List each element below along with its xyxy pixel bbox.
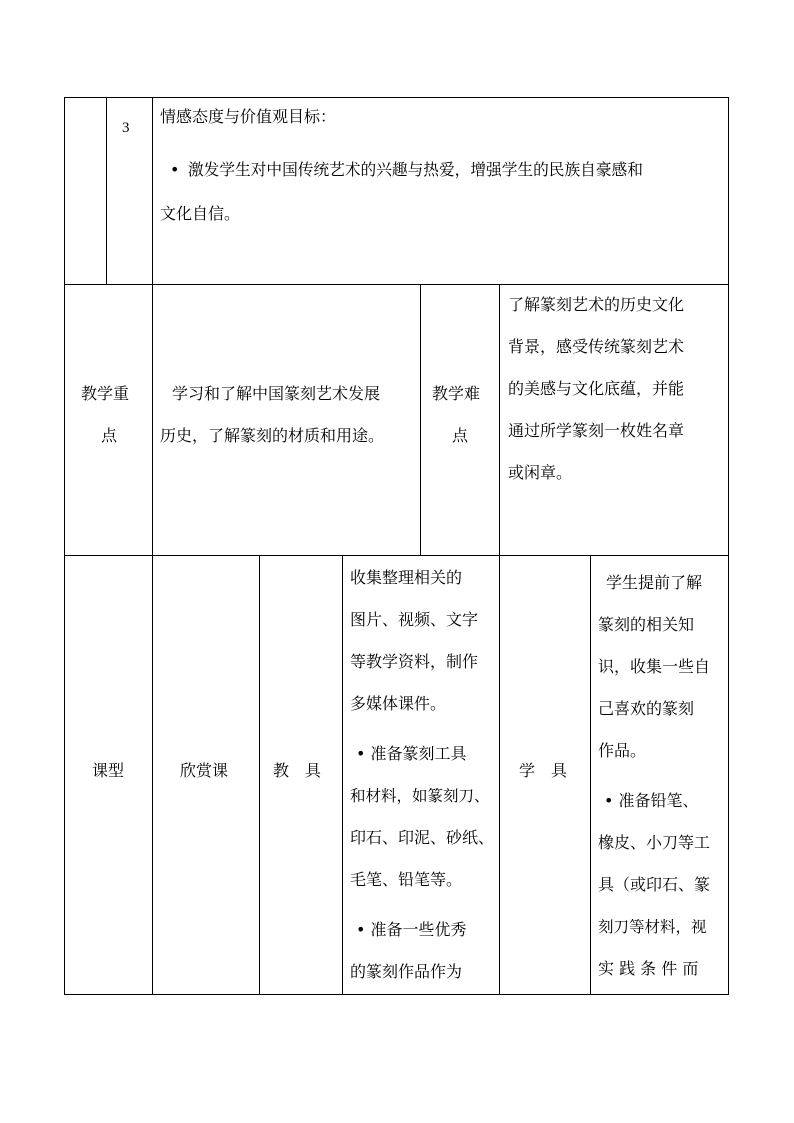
objective-text-line: 文化自信。 <box>160 204 241 223</box>
teacher-tools-line: 图片、视频、文字 <box>350 610 479 629</box>
student-tools-line: 具（或印石、篆 <box>598 875 711 894</box>
difficulty-content: 了解篆刻艺术的历史文化 <box>508 295 685 314</box>
col-divider <box>590 555 591 994</box>
student-tools-line: 刻刀等材料，视 <box>598 918 707 936</box>
key-points-content: 学习和了解中国篆刻艺术发展 <box>172 384 381 403</box>
teacher-tools-line: 和材料，如篆刻刀、 <box>350 787 490 805</box>
teacher-tools-line: 毛笔、铅笔等。 <box>350 870 463 889</box>
table-border-bottom <box>64 994 729 995</box>
row-divider-2 <box>64 555 729 556</box>
difficulty-content: 或闲章。 <box>508 463 573 482</box>
teacher-tools-line: • 准备一些优秀 <box>356 920 467 939</box>
teacher-tools-label: 教 具 <box>273 761 322 780</box>
col-divider <box>152 555 153 994</box>
teacher-tools-line: • 准备篆刻工具 <box>356 744 467 763</box>
course-type-label: 课型 <box>92 761 125 780</box>
table-border-right <box>728 97 729 995</box>
col-divider <box>499 284 500 555</box>
row-divider-1 <box>64 284 729 285</box>
col-divider <box>106 97 107 284</box>
col-divider <box>499 555 500 994</box>
table-border-top <box>64 97 729 98</box>
student-tools-line: 己喜欢的篆刻 <box>598 699 695 718</box>
key-points-label: 点 <box>101 426 118 445</box>
table-border-left <box>64 97 65 995</box>
difficulty-label: 点 <box>452 426 469 445</box>
key-points-label: 教学重 <box>81 384 130 403</box>
col-divider <box>259 555 260 994</box>
teacher-tools-line: 等教学资料，制作 <box>350 652 479 671</box>
teacher-tools-line: 印石、印泥、砂纸、 <box>350 828 495 847</box>
student-tools-line: 橡皮、小刀等工 <box>598 833 711 852</box>
student-tools-label: 学 具 <box>519 761 568 780</box>
col-divider <box>342 555 343 994</box>
student-tools-line: 识，收集一些自 <box>598 657 711 676</box>
student-tools-line: 篆刻的相关知 <box>598 615 695 634</box>
student-tools-line: 学生提前了解 <box>606 573 703 592</box>
difficulty-content: 的美感与文化底蕴，并能 <box>508 379 685 398</box>
objective-text-line: 激发学生对中国传统艺术的兴趣与热爱，增强学生的民族自豪感和 <box>188 160 643 179</box>
difficulty-label: 教学难 <box>432 384 481 403</box>
teacher-tools-line: 收集整理相关的 <box>350 568 463 587</box>
col-divider <box>152 284 153 555</box>
key-points-content: 历史，了解篆刻的材质和用途。 <box>160 426 385 445</box>
col-divider <box>420 284 421 555</box>
difficulty-content: 通过所学篆刻一枚姓名章 <box>508 421 685 440</box>
student-tools-line: 实 践 条 件 而 <box>598 959 699 978</box>
student-tools-line: • 准备铅笔、 <box>604 791 699 810</box>
objective-title: 情感态度与价值观目标： <box>160 107 337 126</box>
objective-number: 3 <box>122 120 130 136</box>
bullet-icon: • <box>170 160 180 179</box>
course-type-value: 欣赏课 <box>180 761 229 780</box>
teacher-tools-line: 多媒体课件。 <box>350 694 447 713</box>
difficulty-content: 背景，感受传统篆刻艺术 <box>508 337 685 356</box>
student-tools-line: 作品。 <box>598 741 647 760</box>
col-divider <box>152 97 153 284</box>
teacher-tools-line: 的篆刻作品作为 <box>350 962 463 981</box>
